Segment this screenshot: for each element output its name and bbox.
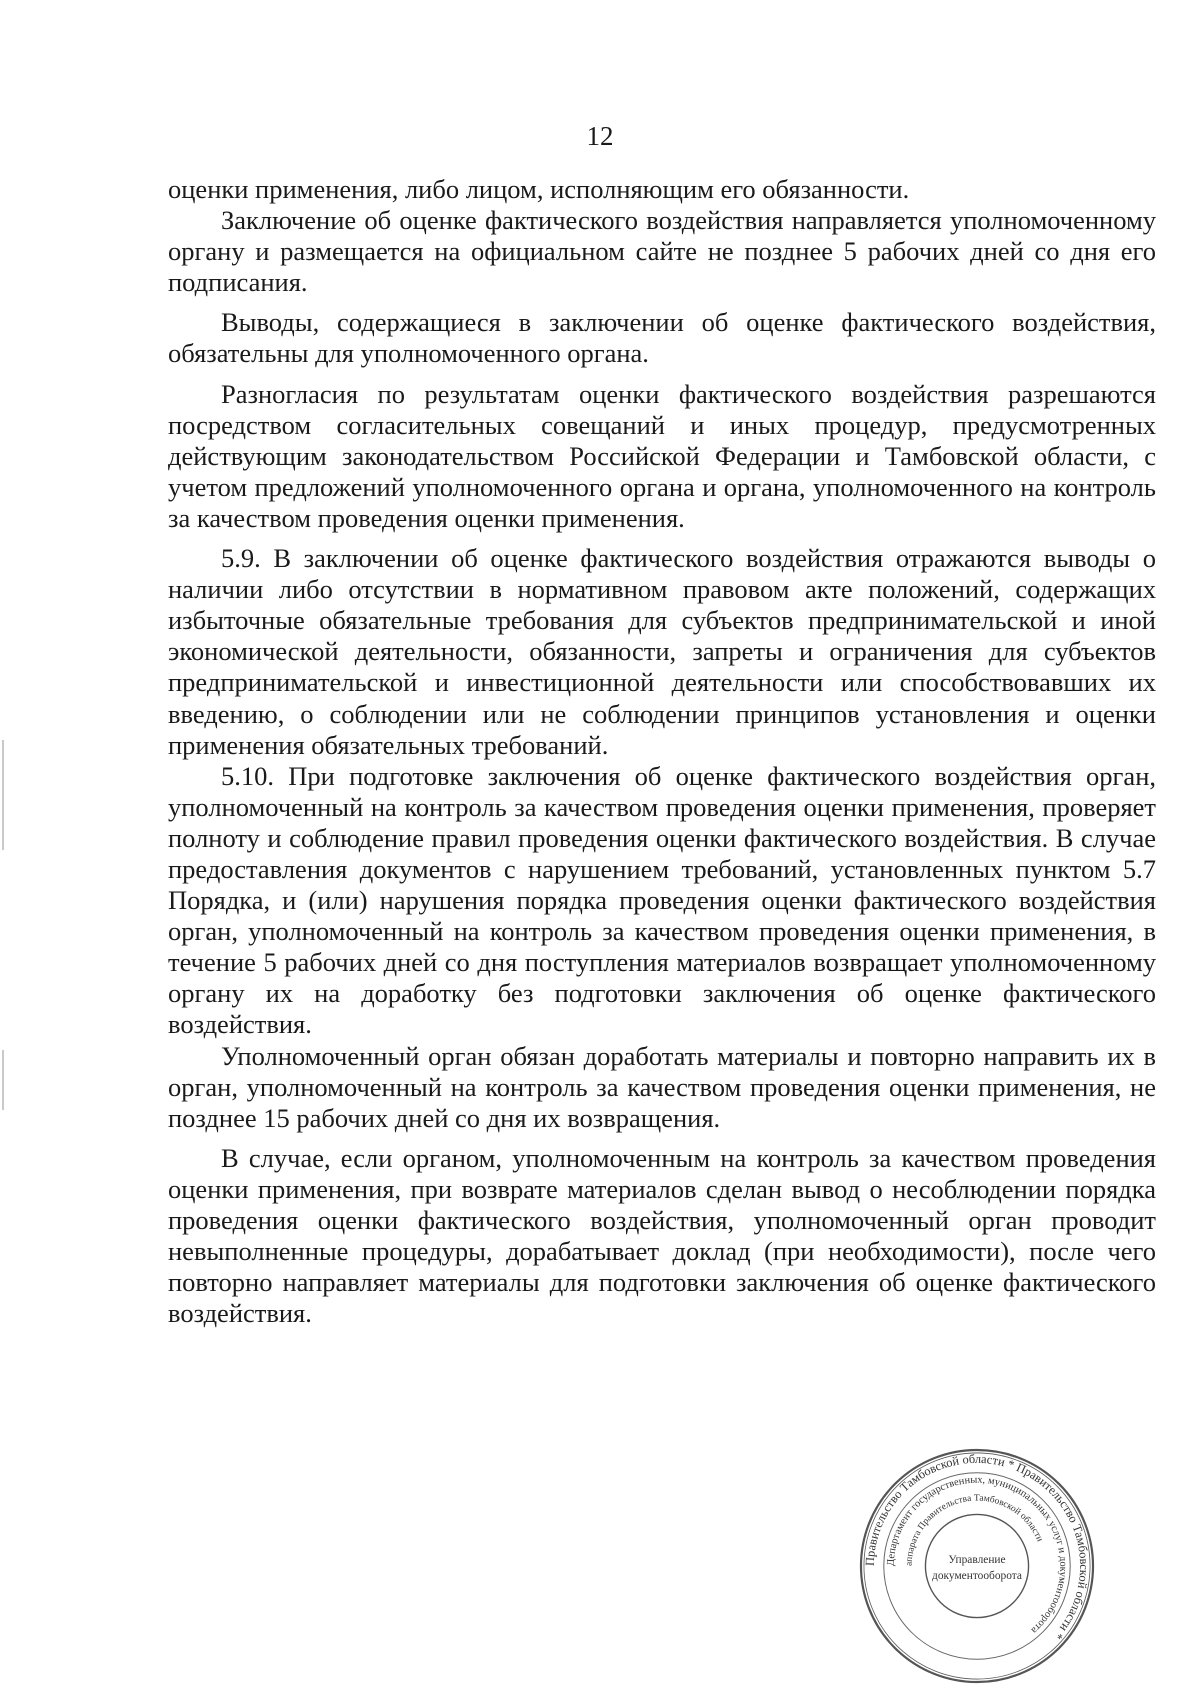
official-stamp bbox=[858, 1447, 1096, 1685]
stamp-inner-text: аппарата Правительства Тамбовской области bbox=[904, 1493, 1045, 1567]
stamp-outer-text: Правительство Тамбовской области * Правительство Тамбовской области * bbox=[862, 1451, 1092, 1643]
scan-edge-mark bbox=[2, 1050, 4, 1110]
paragraph-continuation: оценки применения, либо лицом, исполняющим его обязанности. bbox=[168, 174, 910, 204]
stamp-center-line1: Управление bbox=[948, 1554, 1006, 1567]
paragraph-rework: Уполномоченный орган обязан доработать материалы и повторно направить их в орган, уполномоченный на контроль за качеством проведения оценки применения, не позднее 15 рабочих дней со дня их возвращения. bbox=[168, 1040, 1156, 1133]
paragraph-disagreements: Разногласия по результатам оценки фактического воздействия разрешаются посредством согласительных совещаний и иных процедур, предусмотренных действующим законодательством Российской Федерации и Тамбовской области, с учетом предложений уполномоченного органа и органа, уполномоченного на контроль за качеством проведения оценки применения. bbox=[168, 378, 1156, 533]
stamp-center-line2: документооборота bbox=[932, 1569, 1022, 1582]
paragraph-conclusion-sent: Заключение об оценке фактического воздействия направляется уполномоченному органу и размещается на официальном сайте не позднее 5 рабочих дней со дня его подписания. bbox=[168, 205, 1156, 298]
paragraph-conclusions-binding: Выводы, содержащиеся в заключении об оценке фактического воздействия, обязательны для уполномоченного органа. bbox=[168, 307, 1156, 369]
paragraph-5-10: 5.10. При подготовке заключения об оценке фактического воздействия орган, уполномоченный на контроль за качеством проведения оценки применения, проверяет полноту и соблюдение правил проведения оценки фактического воздействия. В случае предоставления документов с нарушением требований, установленных пунктом 5.7 Порядка, и (или) нарушения порядка проведения оценки фактического воздействия орган, уполномоченный на контроль за качеством проведения оценки применения, в течение 5 рабочих дней со дня поступления материалов возвращает уполномоченному органу их на доработку без подготовки заключения об оценке фактического воздействия. bbox=[168, 760, 1156, 1040]
page-number: 12 bbox=[586, 121, 614, 151]
stamp-middle-text: Департамент государственных, муниципальных услуг и документооборота bbox=[885, 1474, 1069, 1636]
paragraph-5-9: 5.9. В заключении об оценке фактического воздействия отражаются выводы о наличии либо отсутствии в нормативном правовом акте положений, содержащих избыточные обязательные требования для субъектов предпринимательской и иной экономической деятельности, обязанности, запреты и ограничения для субъектов предпринимательской и инвестиционной деятельности или способствовавших их введению, о соблюдении или не соблюдении принципов установления и оценки применения обязательных требований. bbox=[168, 543, 1156, 760]
stamp-graphic bbox=[858, 1447, 1096, 1685]
scan-edge-mark bbox=[2, 740, 4, 850]
paragraph-noncompliance: В случае, если органом, уполномоченным на контроль за качеством проведения оценки применения, при возврате материалов сделан вывод о несоблюдении порядка проведения оценки фактического воздействия, уполномоченный орган проводит невыполненные процедуры, дорабатывает доклад (при необходимости), после чего повторно направляет материалы для подготовки заключения об оценке фактического воздействия. bbox=[168, 1142, 1156, 1329]
document-body bbox=[168, 174, 1156, 1329]
